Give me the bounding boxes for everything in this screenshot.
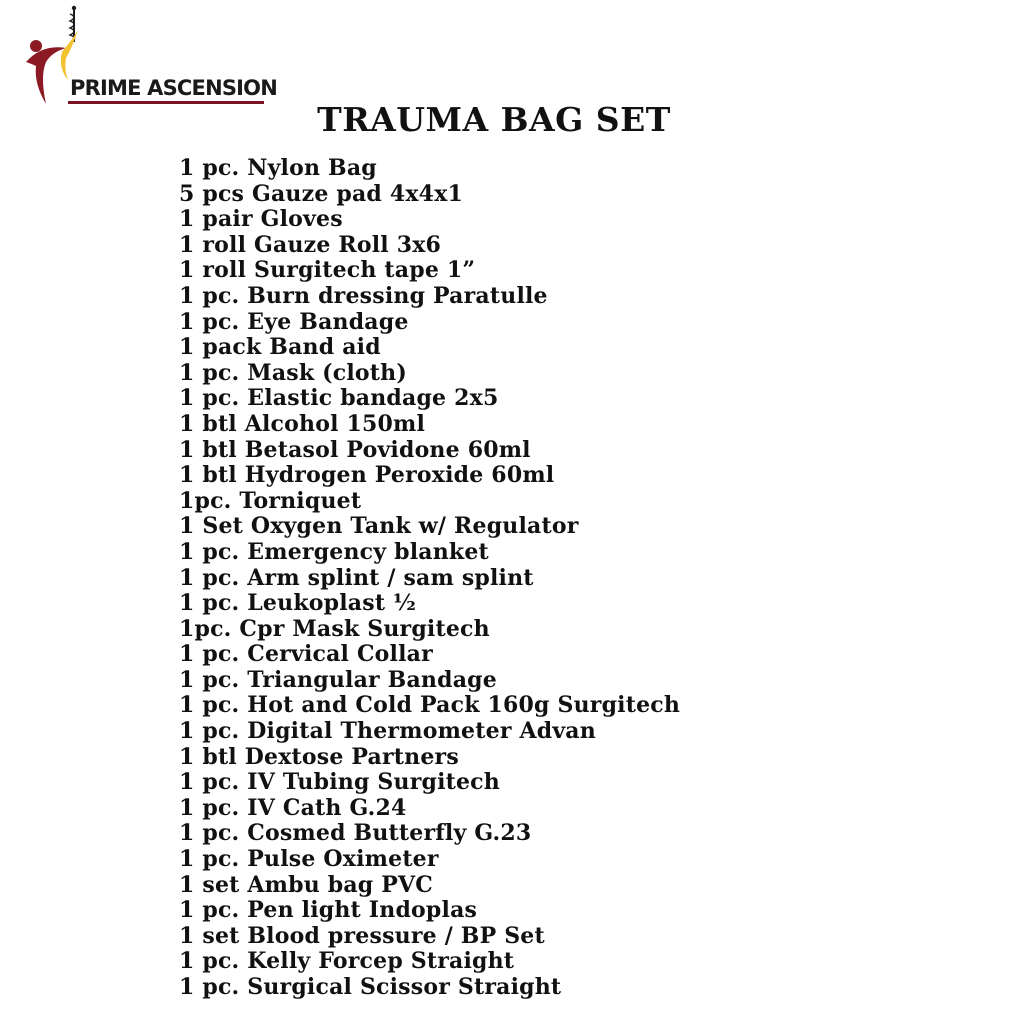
list-item: 1 pc. Surgical Scissor Straight [179, 974, 562, 1000]
list-item: 1pc. Torniquet [179, 487, 362, 514]
item-list [179, 156, 680, 1001]
list-item: 1 pc. IV Cath G.24 [179, 794, 407, 821]
list-item: 1 btl Alcohol 150ml [179, 410, 426, 437]
list-item: 1 pc. Cosmed Butterfly G.23 [179, 820, 532, 847]
list-item: 1pc. Cpr Mask Surgitech [179, 615, 490, 642]
prime-ascension-logo [22, 4, 278, 108]
list-item: 1 pc. Pen light Indoplas [179, 897, 478, 924]
list-item: 1 pc. Digital Thermometer Advan [179, 718, 596, 745]
list-item: 1 pc. Elastic bandage 2x5 [179, 385, 499, 412]
list-item: 1 pc. IV Tubing Surgitech [179, 769, 500, 796]
list-item: 5 pcs Gauze pad 4x4x1 [179, 180, 464, 207]
page-title: TRAUMA BAG SET [317, 100, 671, 139]
list-item: 1 set Blood pressure / BP Set [179, 922, 545, 949]
list-item: 1 roll Gauze Roll 3x6 [179, 231, 442, 258]
list-item: 1 pc. Nylon Bag [179, 155, 377, 181]
list-item: 1 pc. Arm splint / sam splint [179, 564, 534, 591]
list-item: 1 pc. Emergency blanket [179, 538, 489, 565]
list-item: 1 pc. Burn dressing Paratulle [179, 282, 548, 309]
list-item: 1 pc. Hot and Cold Pack 160g Surgitech [179, 692, 681, 719]
list-item: 1 pc. Mask (cloth) [179, 359, 407, 386]
list-item: 1 set Ambu bag PVC [179, 871, 433, 898]
list-item: 1 roll Surgitech tape 1” [179, 257, 476, 284]
list-item: 1 pack Band aid [179, 334, 381, 361]
list-item: 1 btl Betasol Povidone 60ml [179, 436, 531, 463]
list-item: 1 pair Gloves [179, 206, 343, 233]
list-item: 1 pc. Eye Bandage [179, 308, 409, 335]
list-item: 1 pc. Pulse Oximeter [179, 846, 439, 873]
list-item: 1 pc. Triangular Bandage [179, 666, 497, 693]
list-item: 1 pc. Kelly Forcep Straight [179, 948, 515, 975]
list-item: 1 btl Dextose Partners [179, 743, 459, 770]
list-item: 1 pc. Cervical Collar [179, 641, 433, 668]
logo-wordmark: PRIME ASCENSION [70, 76, 278, 100]
list-item: 1 pc. Leukoplast ½ [179, 590, 417, 617]
list-item: 1 Set Oxygen Tank w/ Regulator [179, 513, 579, 540]
list-item: 1 btl Hydrogen Peroxide 60ml [179, 462, 555, 489]
